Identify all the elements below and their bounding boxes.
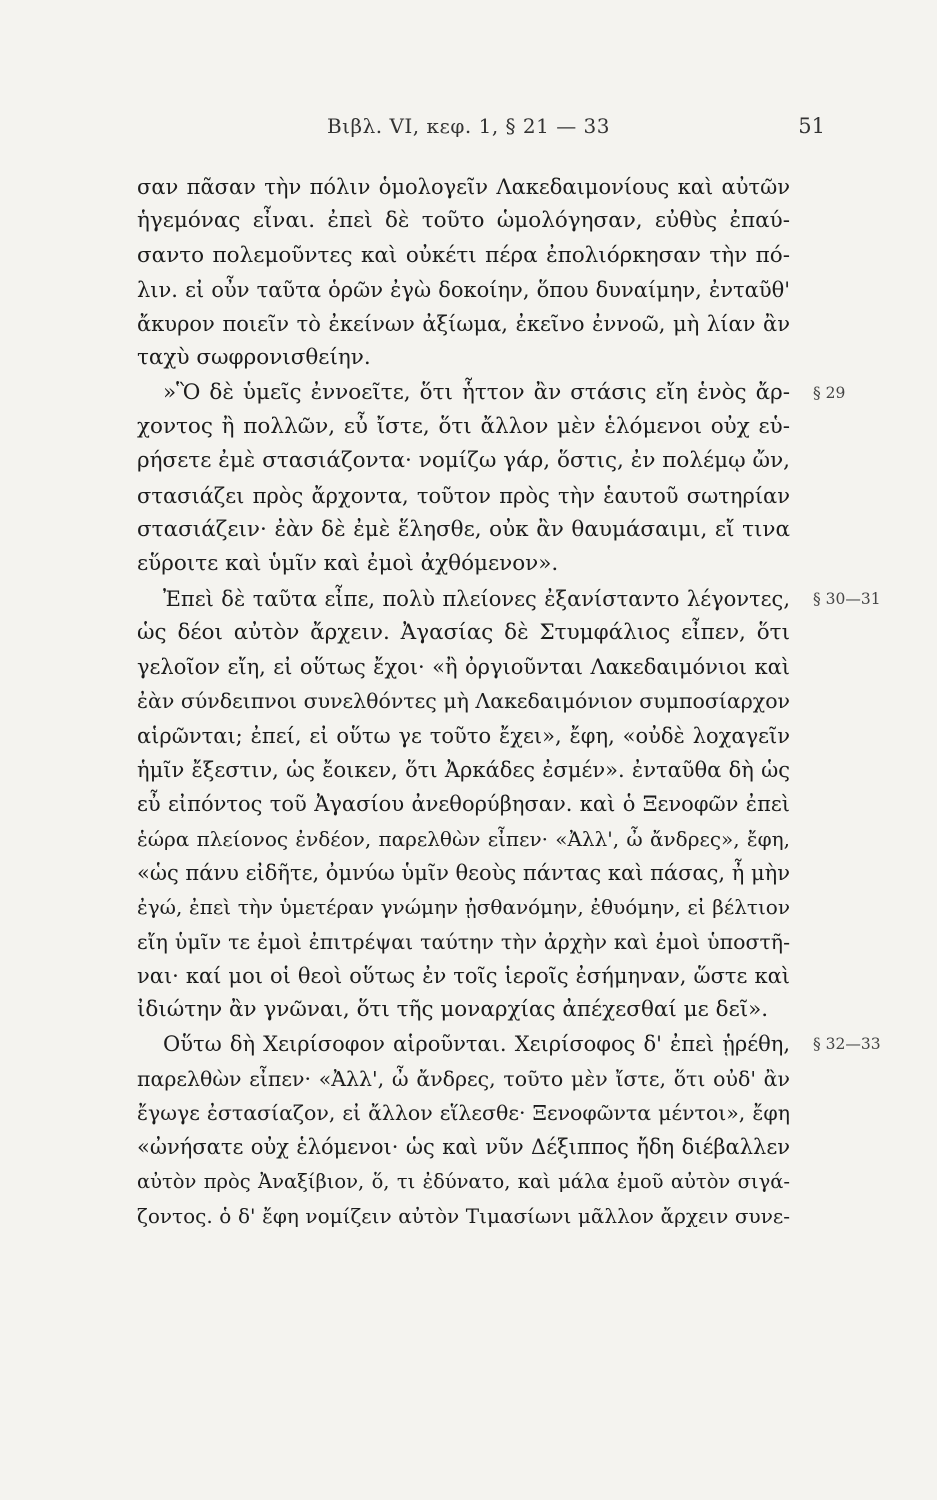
text-line — [137, 1165, 790, 1199]
text-line-content: εἴη ὑμῖν τε ἐμοὶ ἐπιτρέψαι ταύτην τὴν ἀρχὴν καὶ ἐμοὶ ὑποστῆ- — [137, 929, 790, 954]
text-line-content: ναι· καί μοι οἱ θεοὶ οὕτως ἐν τοῖς ἱεροῖς ἐσήμηναν, ὥστε καὶ — [137, 963, 790, 988]
text-line — [137, 582, 881, 616]
text-line-content: σαντο πολεμοῦντες καὶ οὐκέτι πέρα ἐπολιόρκησαν τὴν πό- — [137, 242, 790, 268]
text-line — [137, 890, 790, 924]
body-text — [137, 170, 881, 1233]
text-line — [137, 547, 790, 581]
text-line — [137, 1027, 881, 1061]
text-line — [137, 376, 846, 410]
page-number: 51 — [798, 114, 825, 138]
text-line-content: Οὕτω δὴ Χειρίσοφον αἱροῦνται. Χειρίσοφος δ' ἐπεὶ ᾑρέθη, — [163, 1032, 790, 1057]
section-marginal-note: § 29 — [813, 383, 846, 402]
text-line-content: ἡγεμόνας εἶναι. ἐπεὶ δὲ τοῦτο ὡμολόγησαν, εὐθὺς ἐπαύ- — [137, 208, 790, 234]
text-line-content: χοντος ἢ πολλῶν, εὖ ἴστε, ὅτι ἄλλον μὲν ἑλόμενοι οὐχ εὑ- — [137, 414, 790, 440]
text-line-content: Ἐπεὶ δὲ ταῦτα εἶπε, πολὺ πλείονες ἐξανίσταντο λέγοντες, — [163, 586, 790, 611]
text-line-content: ταχὺ σωφρονισθείην. — [137, 345, 371, 371]
text-line — [137, 204, 790, 238]
text-line-content: εὖ εἰπόντος τοῦ Ἀγασίου ἀνεθορύβησαν. καὶ ὁ Ξενοφῶν ἐπεὶ — [137, 792, 790, 817]
page-header — [0, 114, 937, 144]
text-line-content: ζοντος. ὁ δ' ἔφη νομίζειν αὐτὸν Τιμασίωνι μᾶλλον ἄρχειν συνε- — [137, 1203, 790, 1228]
text-line-content: στασιάζειν· ἐὰν δὲ ἐμὲ ἕλησθε, οὐκ ἂν θαυμάσαιμι, εἴ τινα — [137, 516, 790, 542]
text-line — [137, 170, 790, 204]
text-line — [137, 753, 790, 787]
running-head: Βιβλ. VI, κεφ. 1, § 21 — 33 — [326, 114, 611, 138]
text-line — [137, 341, 790, 375]
text-line-content: αὐτὸν πρὸς Ἀναξίβιον, ὅ, τι ἐδύνατο, καὶ μάλα ἐμοῦ αὐτὸν σιγά- — [137, 1169, 790, 1193]
text-line-content: ἔγωγε ἐστασίαζον, εἰ ἄλλον εἵλεσθε· Ξενοφῶντα μέντοι», ἔφη — [137, 1101, 790, 1126]
text-line — [137, 479, 790, 513]
text-line — [137, 513, 790, 547]
text-line — [137, 856, 790, 890]
text-line — [137, 616, 790, 650]
text-line — [137, 959, 790, 993]
text-line-content: «ὠνήσατε οὐχ ἑλόμενοι· ὡς καὶ νῦν Δέξιππος ἤδη διέβαλλεν — [137, 1135, 790, 1160]
text-line — [137, 650, 790, 684]
text-line-content: ἐὰν σύνδειπνοι συνελθόντες μὴ Λακεδαιμόνιον συμποσίαρχον — [137, 689, 790, 714]
section-marginal-note: § 30—31 — [813, 589, 881, 608]
text-line — [137, 822, 790, 856]
text-line — [137, 410, 790, 444]
text-line — [137, 1096, 790, 1130]
text-line — [137, 444, 790, 478]
text-line-content: ρήσετε ἐμὲ στασιάζοντα· νομίζω γάρ, ὅστις, ἐν πολέμῳ ὤν, — [137, 448, 790, 474]
text-line — [137, 719, 790, 753]
text-line — [137, 307, 790, 341]
text-line — [137, 1199, 790, 1233]
text-line-content: ἰδιώτην ἂν γνῶναι, ὅτι τῆς μοναρχίας ἀπέχεσθαί με δεῖ». — [137, 997, 769, 1023]
text-line-content: σαν πᾶσαν τὴν πόλιν ὁμολογεῖν Λακεδαιμονίους καὶ αὐτῶν — [137, 175, 790, 199]
text-line-content: «ὡς πάνυ εἰδῆτε, ὀμνύω ὑμῖν θεοὺς πάντας καὶ πάσας, ἦ μὴν — [137, 860, 790, 885]
text-line-content: ἄκυρον ποιεῖν τὸ ἐκείνων ἀξίωμα, ἐκεῖνο ἐννοῶ, μὴ λίαν ἂν — [137, 312, 790, 337]
section-marginal-note: § 32—33 — [813, 1035, 881, 1054]
text-line — [137, 925, 790, 959]
text-line — [137, 993, 790, 1027]
text-line-content: ἐγώ, ἐπεὶ τὴν ὑμετέραν γνώμην ᾐσθανόμην, ἐθυόμην, εἰ βέλτιον — [137, 895, 790, 920]
text-line-content: λιν. εἰ οὖν ταῦτα ὁρῶν ἐγὼ δοκοίην, ὅπου δυναίμην, ἐνταῦθ' — [137, 277, 790, 302]
text-line — [137, 1062, 790, 1096]
text-line-content: παρελθὼν εἶπεν· «Ἀλλ', ὦ ἄνδρες, τοῦτο μὲν ἴστε, ὅτι οὐδ' ἂν — [137, 1066, 790, 1091]
text-line — [137, 1130, 790, 1164]
text-line-content: ἑώρα πλείονος ἐνδέον, παρελθὼν εἶπεν· «Ἀλλ', ὦ ἄνδρες», ἔφη, — [137, 826, 790, 851]
text-line — [137, 273, 790, 307]
text-line-content: ὡς δέοι αὐτὸν ἄρχειν. Ἀγασίας δὲ Στυμφάλιος εἶπεν, ὅτι — [137, 619, 790, 645]
text-line-content: εὕροιτε καὶ ὑμῖν καὶ ἐμοὶ ἀχθόμενον». — [137, 551, 559, 577]
text-line — [137, 787, 790, 821]
text-line-content: στασιάζει πρὸς ἄρχοντα, τοῦτον πρὸς τὴν ἑαυτοῦ σωτηρίαν — [137, 483, 790, 508]
text-line-content: »Ὃ δὲ ὑμεῖς ἐννοεῖτε, ὅτι ἧττον ἂν στάσις εἴη ἑνὸς ἄρ- — [163, 379, 790, 405]
text-line-content: αἱρῶνται; ἐπεί, εἰ οὕτω γε τοῦτο ἔχει», ἔφη, «οὐδὲ λοχαγεῖν — [137, 723, 790, 748]
text-line — [137, 684, 790, 718]
text-line-content: ἡμῖν ἔξεστιν, ὡς ἔοικεν, ὅτι Ἀρκάδες ἐσμέν». ἐνταῦθα δὴ ὡς — [137, 758, 790, 783]
text-line-content: γελοῖον εἴη, εἰ οὕτως ἔχοι· «ἢ ὀργιοῦνται Λακεδαιμόνιοι καὶ — [137, 655, 790, 680]
text-line — [137, 239, 790, 273]
